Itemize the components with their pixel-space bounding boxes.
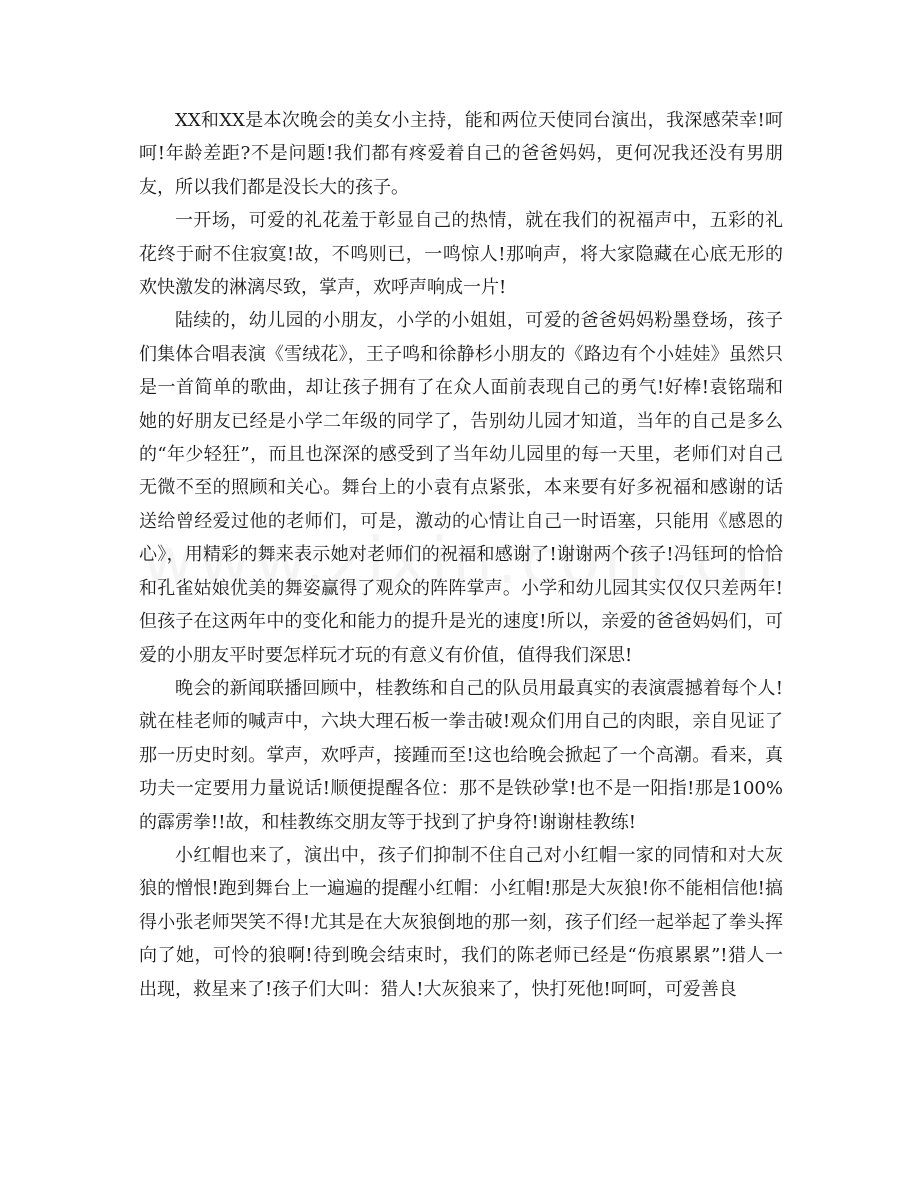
document-body [139, 104, 783, 1006]
paragraph-opening-fireworks: 一开场，可爱的礼花羞于彰显自己的热情，就在我们的祝福声中，五彩的礼花终于耐不住寂寞!故，不鸣则已，一鸣惊人!那响声，将大家隐藏在心底无形的欢快激发的淋漓尽致，掌声，欢呼声响成一片! [139, 210, 783, 299]
paragraph-coach-gui: 晚会的新闻联播回顾中，桂教练和自己的队员用最真实的表演震撼着每个人!就在桂老师的喊声中，六块大理石板一拳击破!观众们用自己的肉眼，亲自见证了那一历史时刻。掌声，欢呼声，接踵而至!这也给晚会掀起了一个高潮。看来，真功夫一定要用力量说话!顺便提醒各位：那不是铁砂掌!也不是一阳指!那是100%的霹雳拳!!故，和桂教练交朋友等于找到了护身符!谢谢桂教练! [139, 677, 783, 833]
paragraph-little-red-riding-hood: 小红帽也来了，演出中，孩子们抑制不住自己对小红帽一家的同情和对大灰狼的憎恨!跑到舞台上一遍遍的提醒小红帽：小红帽!那是大灰狼!你不能相信他!搞得小张老师哭笑不得!尤其是在大灰狼倒地的那一刻，孩子们经一起举起了拳头挥向了她，可怜的狼啊!待到晚会结束时，我们的陈老师已经是“伤痕累累”!猎人一出现，救星来了!孩子们大叫：猎人!大灰狼来了，快打死他!呵呵，可爱善良 [139, 844, 783, 1000]
paragraph-host-intro: XX和XX是本次晚会的美女小主持，能和两位天使同台演出，我深感荣幸!呵呵!年龄差距?不是问题!我们都有疼爱着自己的爸爸妈妈，更何况我还没有男朋友，所以我们都是没长大的孩子。 [139, 110, 783, 198]
paragraph-performances: 陆续的，幼儿园的小朋友，小学的小姐姐，可爱的爸爸妈妈粉墨登场，孩子们集体合唱表演《雪绒花》，王子鸣和徐静杉小朋友的《路边有个小娃娃》虽然只是一首简单的歌曲，却让孩子拥有了在众人面前表现自己的勇气!好棒!袁铭瑞和她的好朋友已经是小学二年级的同学了，告别幼儿园才知道，当年的自己是多么的“年少轻狂”，而且也深深的感受到了当年幼儿园里的每一天里，老师们对自己无微不至的照顾和关心。舞台上的小袁有点紧张，本来要有好多祝福和感谢的话送给曾经爱过他的老师们，可是，激动的心情让自己一时语塞，只能用《感恩的心》，用精彩的舞来表示她对老师们的祝福和感谢了!谢谢两个孩子!冯钰珂的恰恰和孔雀姑娘优美的舞姿赢得了观众的阵阵掌声。小学和幼儿园其实仅仅只差两年!但孩子在这两年中的变化和能力的提升是光的速度!所以，亲爱的爸爸妈妈们，可爱的小朋友平时要怎样玩才玩的有意义有价值，值得我们深思! [139, 310, 783, 666]
